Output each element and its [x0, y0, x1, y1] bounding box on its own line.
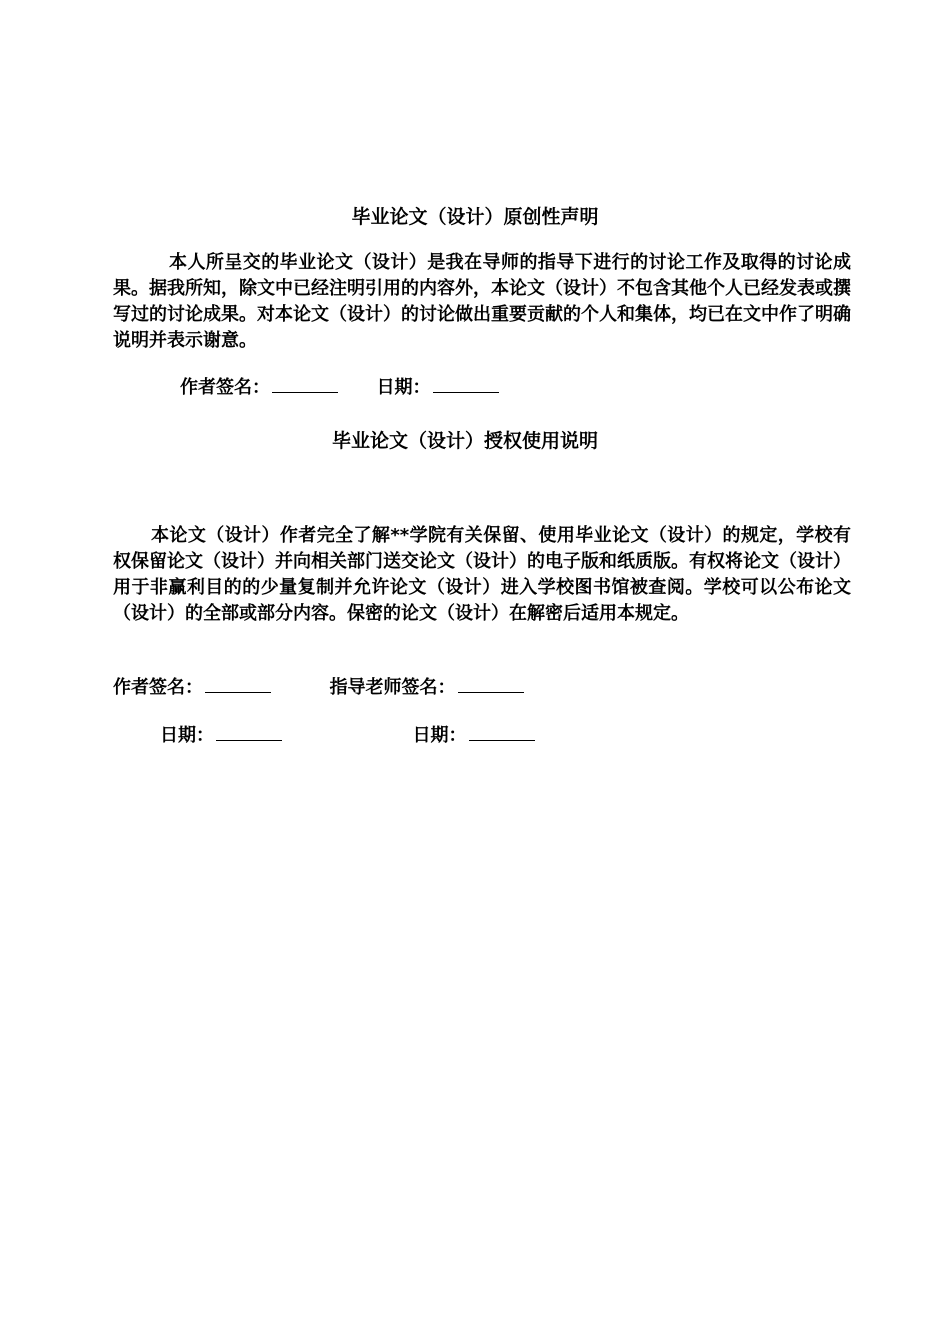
author-signature-label: 作者签名：	[180, 377, 270, 398]
author-date-blank[interactable]	[216, 724, 282, 741]
author-date-label: 日期：	[160, 725, 214, 746]
author-signature-label: 作者签名：	[113, 677, 203, 698]
authorization-title: 毕业论文（设计）授权使用说明	[331, 430, 598, 452]
declaration-body: 本人所呈交的毕业论文（设计）是我在导师的指导下进行的讨论工作及取得的讨论成果。据我所知，除文中已经注明引用的内容外，本论文（设计）不包含其他个人已经发表或撰写过的讨论成果。对本论文（设计）的讨论做出重要贡献的个人和集体，均已在文中作了明确说明并表示谢意。	[113, 252, 851, 351]
declaration-signature-row	[180, 376, 499, 400]
advisor-signature-blank[interactable]	[458, 676, 524, 693]
advisor-date-label: 日期：	[412, 725, 467, 746]
date-label: 日期：	[376, 377, 431, 398]
advisor-signature-label: 指导老师签名：	[329, 677, 456, 698]
authorization-signature-row	[113, 676, 524, 700]
advisor-date-blank[interactable]	[469, 724, 535, 741]
declaration-title: 毕业论文（设计）原创性声明	[351, 206, 599, 228]
authorization-date-row	[160, 724, 535, 748]
author-signature-blank[interactable]	[205, 676, 271, 693]
date-blank[interactable]	[433, 376, 499, 393]
authorization-body: 本论文（设计）作者完全了解**学院有关保留、使用毕业论文（设计）的规定，学校有权保留论文（设计）并向相关部门送交论文（设计）的电子版和纸质版。有权将论文（设计）用于非赢利目的的少量复制并允许论文（设计）进入学校图书馆被查阅。学校可以公布论文（设计）的全部或部分内容。保密的论文（设计）在解密后适用本规定。	[113, 525, 851, 624]
author-signature-blank[interactable]	[272, 376, 338, 393]
